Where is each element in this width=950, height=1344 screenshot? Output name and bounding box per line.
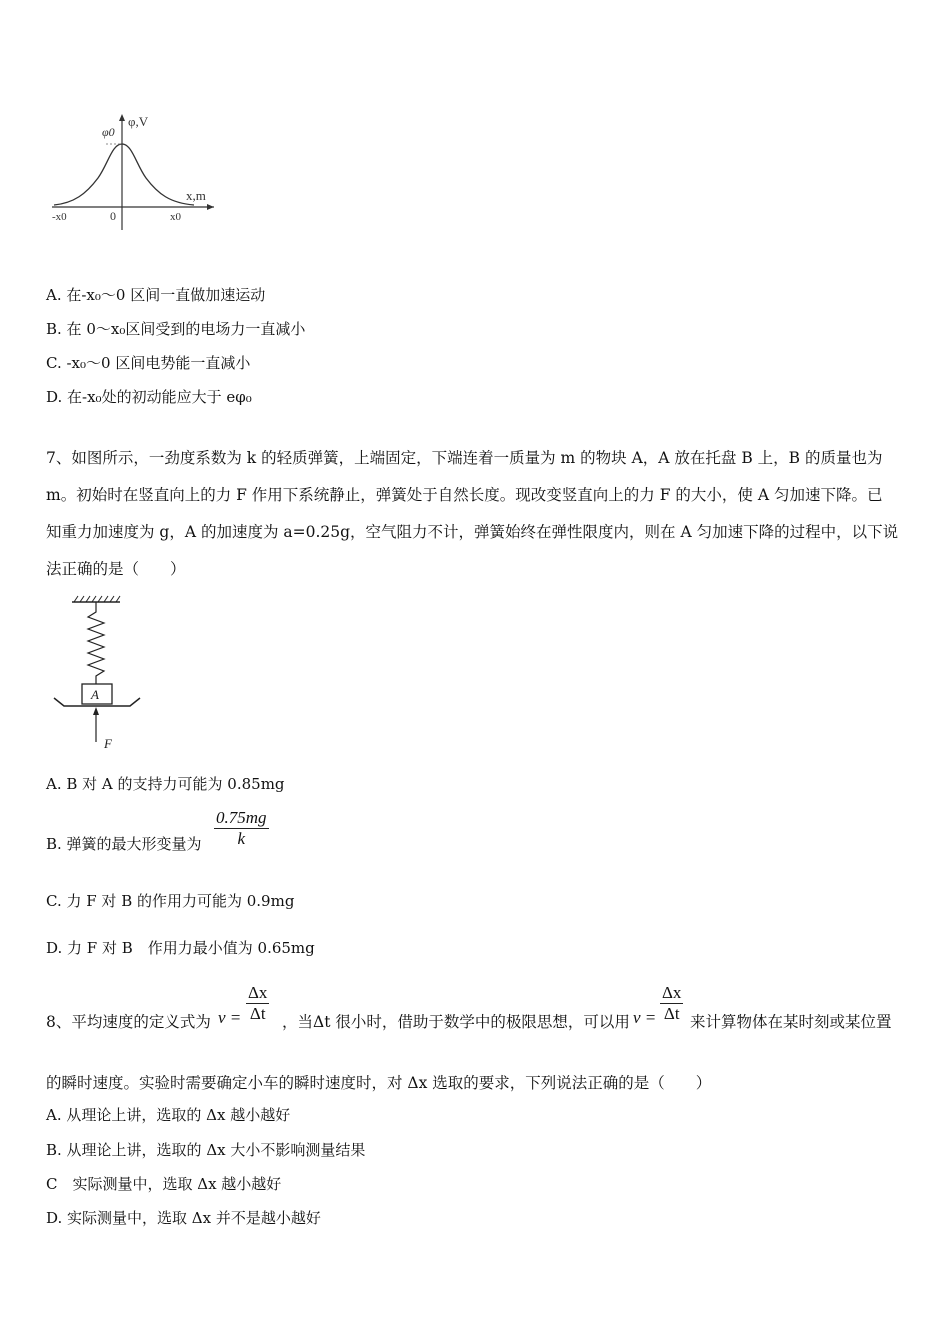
neg-x0-label: -x0 <box>52 211 67 223</box>
q8-fraction-1-denominator: Δt <box>249 1004 266 1023</box>
q8-stem-line2: 的瞬时速度。实验时需要确定小车的瞬时速度时，对 Δx 选取的要求，下列说法正确的是（ ） <box>46 1074 712 1092</box>
q7-option-a: A. B 对 A 的支持力可能为 0.85mg <box>46 775 285 793</box>
q8-option-b: B. 从理论上讲，选取的 Δx 大小不影响测量结果 <box>46 1141 366 1159</box>
q7-option-b-denominator: k <box>237 829 246 848</box>
q6-option-c: C. -x₀～0 区间电势能一直减小 <box>46 354 251 372</box>
q6-option-a: A. 在-x₀～0 区间一直做加速运动 <box>46 286 266 304</box>
q8-stem-suffix: 来计算物体在某时刻或某位置 <box>690 1013 892 1031</box>
q8-fraction-2 <box>660 983 683 1024</box>
q8-v-symbol-1: v = <box>218 1008 242 1027</box>
q8-fraction-2-denominator: Δt <box>663 1004 680 1023</box>
q7-option-d: D. 力 F 对 B 作用力最小值为 0.65mg <box>46 939 315 957</box>
q7-option-b-fraction <box>214 808 269 849</box>
q7-option-c: C. 力 F 对 B 的作用力可能为 0.9mg <box>46 892 295 910</box>
origin-label: 0 <box>110 209 116 223</box>
q7-stem-line2: m。初始时在竖直向上的力 F 作用下系统静止，弹簧处于自然长度。现改变竖直向上的力 F 的大小，使 A 匀加速下降。已 <box>46 486 883 504</box>
q7-stem-line1: 7、如图所示，一劲度系数为 k 的轻质弹簧，上端固定，下端连着一质量为 m 的物块 A，A 放在托盘 B 上，B 的质量也为 <box>46 449 883 467</box>
q8-fraction-1-numerator: Δx <box>248 983 268 1002</box>
q8-v-symbol-2: v = <box>633 1008 657 1027</box>
force-arrow-head <box>93 707 99 715</box>
potential-curve <box>54 144 194 205</box>
y-axis-label: φ,V <box>128 114 149 129</box>
q8-fraction-2-numerator: Δx <box>662 983 682 1002</box>
potential-graph <box>46 108 216 238</box>
force-label: F <box>104 736 112 751</box>
spring <box>88 602 104 684</box>
q7-stem-line4: 法正确的是（ ） <box>46 560 186 578</box>
spring-figure <box>50 594 145 754</box>
q7-stem-line3: 知重力加速度为 g，A 的加速度为 a=0.25g，空气阻力不计，弹簧始终在弹性限度内，则在 A 匀加速下降的过程中，以下说 <box>46 523 899 541</box>
block-a-label: A <box>91 687 99 702</box>
q8-stem-middle: ，当Δt 很小时，借助于数学中的极限思想，可以用 <box>282 1013 630 1031</box>
x-axis-label: x,m <box>186 188 206 203</box>
phi0-label: φ0 <box>102 125 115 139</box>
q7-option-b-prefix: B. 弹簧的最大形变量为 <box>46 835 202 853</box>
q8-option-a: A. 从理论上讲，选取的 Δx 越小越好 <box>46 1106 291 1124</box>
q8-option-d: D. 实际测量中，选取 Δx 并不是越小越好 <box>46 1209 321 1227</box>
q8-stem-prefix: 8、平均速度的定义式为 <box>46 1013 211 1031</box>
q8-fraction-1 <box>246 983 269 1024</box>
pos-x0-label: x0 <box>170 211 181 223</box>
q7-option-b-numerator: 0.75mg <box>216 808 267 827</box>
y-axis-arrow <box>119 114 125 121</box>
x-axis-arrow <box>207 204 214 210</box>
q6-option-b: B. 在 0～x₀区间受到的电场力一直减小 <box>46 320 306 338</box>
q8-option-c: C 实际测量中，选取 Δx 越小越好 <box>46 1175 282 1193</box>
ceiling-hatch <box>74 596 120 602</box>
q6-option-d: D. 在-x₀处的初动能应大于 eφ₀ <box>46 388 252 406</box>
